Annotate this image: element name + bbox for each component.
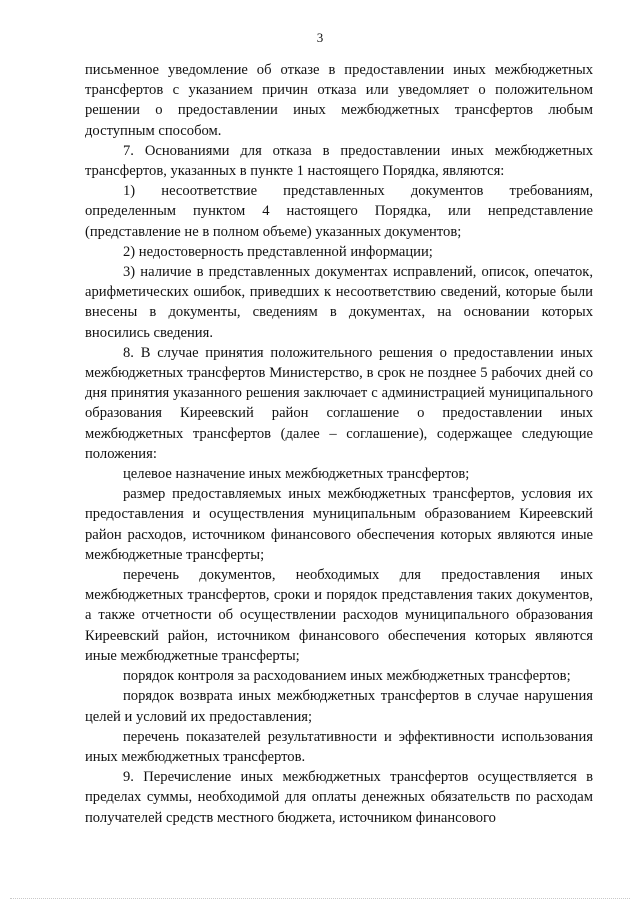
paragraph-notification-continued: письменное уведомление об отказе в предоставлении иных межбюджетных трансфертов с указанием причин отказа или уведомляет о положительном решении о предоставлении иных межбюджетных трансфертов любым доступным способом. — [85, 62, 593, 139]
page-number: 3 — [316, 30, 324, 45]
paragraph-8-agreement: 8. В случае принятия положительного решения о предоставлении иных межбюджетных трансфертов Министерство, в срок не позднее 5 рабочих дней со дня принятия указанного решения заключает с администрацией муниципального образования Киреевский район соглашение о предоставлении иных межбюджетных трансфертов (далее – соглашение), содержащее следующие положения: — [85, 344, 593, 462]
paragraph-7-item-3: 3) наличие в представленных документах исправлений, описок, опечаток, арифметических ошибок, приведших к несоответствию сведений, которые были внесены в документы, сведениям в документах, на основании которых вносились сведения. — [85, 264, 593, 341]
agreement-clause-documents: перечень документов, необходимых для предоставления иных межбюджетных трансфертов, сроки и порядок представления таких документов, а также отчетности об осуществлении расходов муниципального образования Киреевский район, источником финансового обеспечения которых являются иные межбюджетные трансферты; — [85, 567, 593, 664]
agreement-clause-purpose: целевое назначение иных межбюджетных трансфертов; — [123, 466, 470, 483]
agreement-clause-amount: размер предоставляемых иных межбюджетных трансфертов, условия их предоставления и осуществления муниципальным образованием Киреевский район расходов, источником финансового обеспечения которых являются иные межбюджетные трансферты; — [85, 486, 593, 563]
scan-edge-artifact — [10, 898, 630, 901]
paragraph-7-refusal-grounds: 7. Основаниями для отказа в предоставлении иных межбюджетных трансфертов, указанных в пункте 1 настоящего Порядка, являются: — [85, 142, 593, 180]
agreement-clause-return: порядок возврата иных межбюджетных трансфертов в случае нарушения целей и условий их предоставления; — [85, 688, 593, 725]
agreement-clause-indicators: перечень показателей результативности и эффективности использования иных межбюджетных трансфертов. — [85, 728, 593, 765]
document-body — [85, 60, 593, 828]
paragraph-9-transfer: 9. Перечисление иных межбюджетных трансфертов осуществляется в пределах суммы, необходимой для оплаты денежных обязательств по расходам получателей средств местного бюджета, источником финансового — [85, 769, 593, 826]
paragraph-7-item-2: 2) недостоверность представленной информации; — [123, 243, 433, 260]
agreement-clause-control: порядок контроля за расходованием иных межбюджетных трансфертов; — [123, 668, 571, 685]
paragraph-7-item-1: 1) несоответствие представленных документов требованиям, определенным пунктом 4 настоящего Порядка, или непредставление (представление не в полном объеме) указанных документов; — [85, 183, 593, 240]
